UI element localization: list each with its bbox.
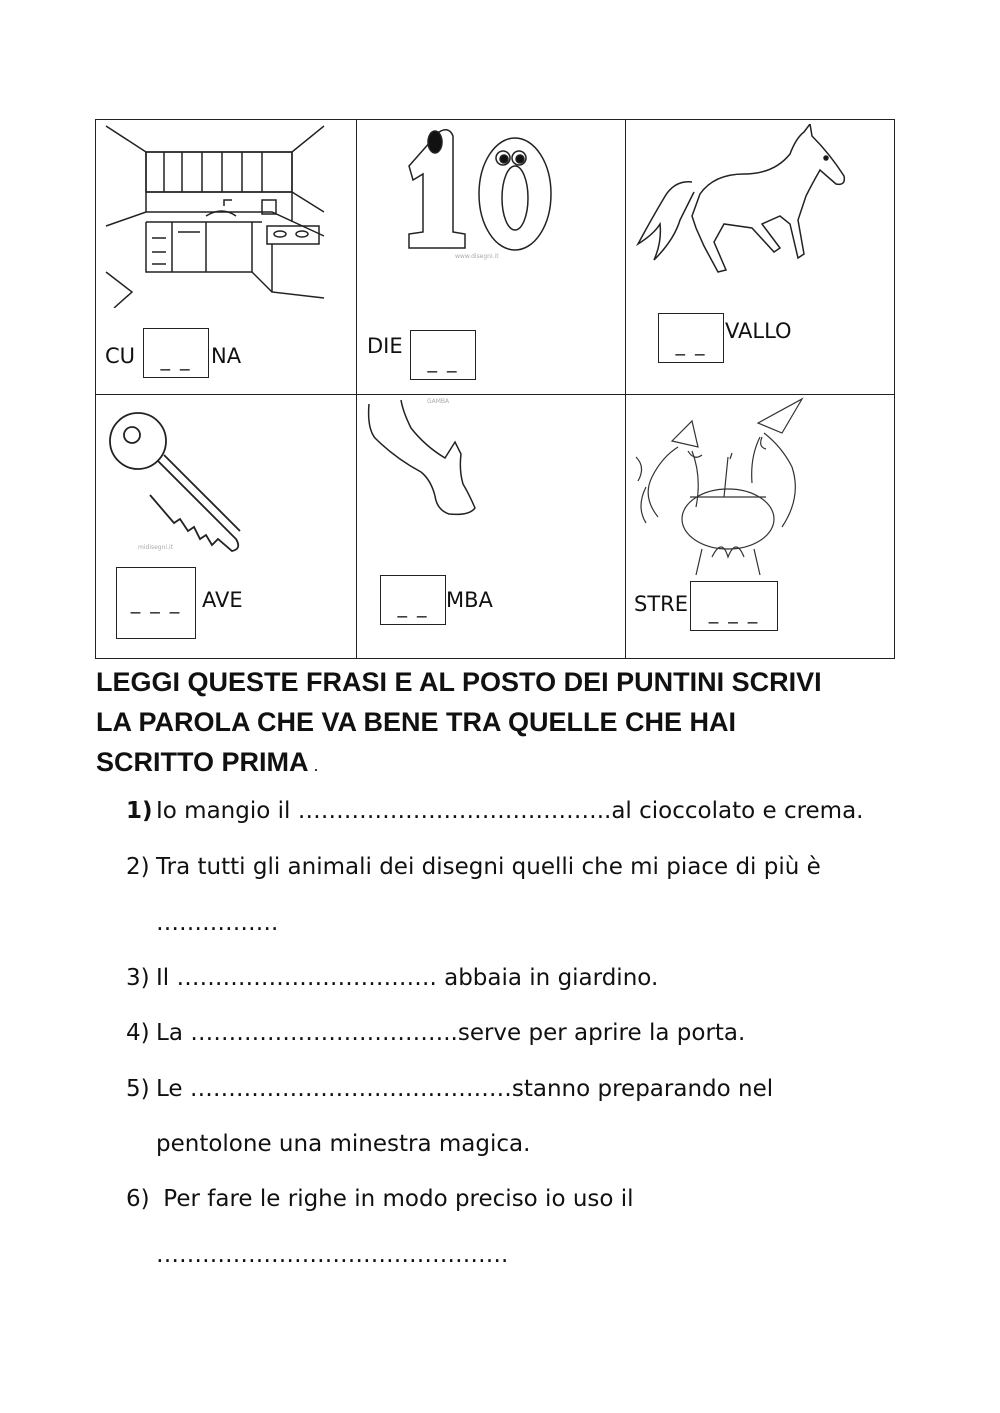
key-picture (108, 411, 248, 555)
leg-watermark: GAMBA (427, 398, 450, 405)
gamba-answer-box[interactable]: _ _ (380, 575, 446, 625)
sentence-6-blank: ………………………………………. (156, 1242, 509, 1268)
key-watermark: midisegni.it (138, 544, 174, 551)
streghe-prefix: STRE (634, 592, 689, 616)
gamba-suffix: MBA (446, 588, 493, 612)
cell-chiave (95, 394, 357, 659)
horse-picture (634, 124, 849, 276)
sentence-4: 4) La ……………………………..serve per aprire la porta. (126, 1020, 746, 1046)
cucina-prefix: CU (105, 344, 136, 368)
chiave-answer-box[interactable]: _ _ _ (116, 567, 196, 639)
instructions (96, 662, 916, 785)
sentence-6: 6) Per fare le righe in modo preciso io uso il (126, 1186, 634, 1212)
cell-dieci (356, 119, 626, 395)
cucina-answer-box[interactable]: _ _ (143, 328, 209, 378)
sentence-5: 5) Le ……………………………………stanno preparando nel (126, 1076, 774, 1102)
cell-cavallo (625, 119, 895, 395)
picture-grid (95, 119, 895, 659)
streghe-answer-box[interactable]: _ _ _ (690, 581, 778, 631)
witches-picture (632, 397, 807, 582)
sentence-2-blank: ……………. (156, 910, 279, 936)
sentence-5-cont: pentolone una minestra magica. (156, 1131, 531, 1157)
cucina-suffix: NA (211, 344, 242, 368)
kitchen-picture (102, 122, 328, 308)
number-ten-picture (395, 122, 555, 260)
cell-gamba (356, 394, 626, 659)
sentence-2: 2) Tra tutti gli animali dei disegni quelli che mi piace di più è (126, 854, 821, 880)
cavallo-suffix: VALLO (725, 319, 792, 343)
dieci-answer-box[interactable]: _ _ (410, 330, 476, 380)
instruction-line-3: SCRITTO PRIMA . (96, 747, 319, 777)
instruction-line-2: LA PAROLA CHE VA BENE TRA QUELLE CHE HAI (96, 707, 737, 737)
leg-picture (365, 398, 480, 516)
cavallo-answer-box[interactable]: _ _ (658, 313, 724, 363)
instruction-line-1: LEGGI QUESTE FRASI E AL POSTO DEI PUNTINI SCRIVI (96, 667, 822, 697)
dieci-prefix: DIE (367, 334, 403, 358)
sentence-1: 1) Io mangio il …………………………………..al cioccolato e crema. (126, 798, 864, 824)
ten-watermark: www.disegni.it (455, 253, 499, 260)
sentence-3: 3) Il ……………………………. abbaia in giardino. (126, 965, 659, 991)
cell-streghe (625, 394, 895, 659)
cell-cucina (95, 119, 357, 395)
chiave-suffix: AVE (202, 588, 243, 612)
